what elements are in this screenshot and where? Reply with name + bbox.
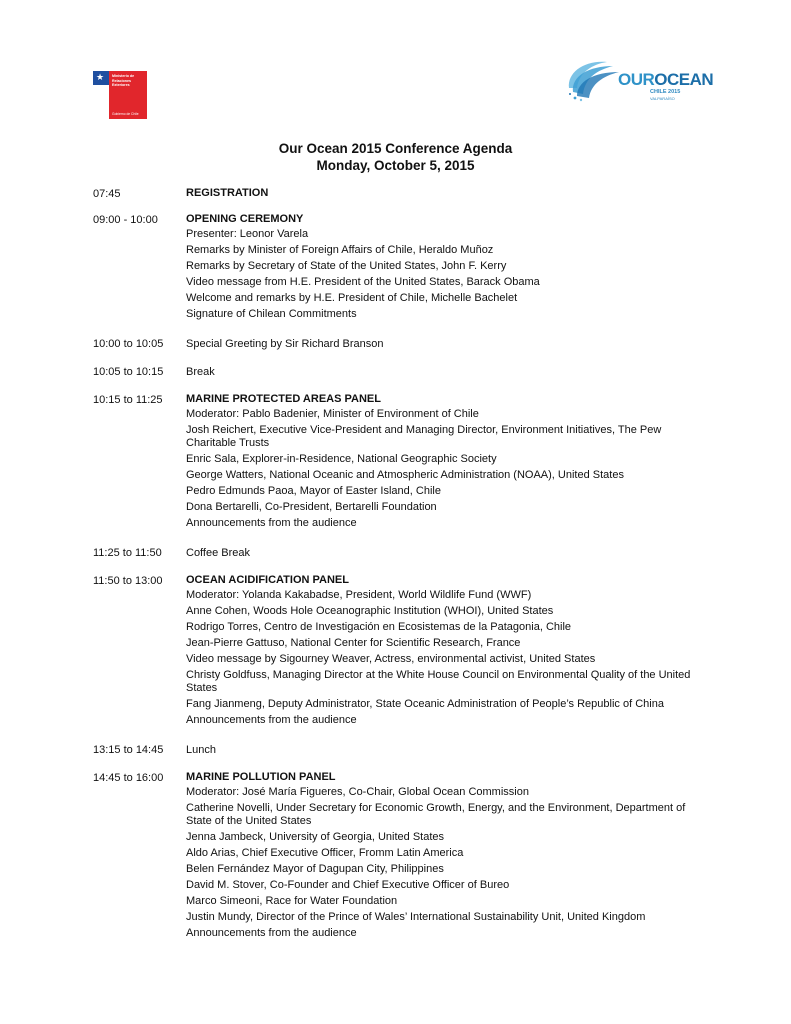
session-item: Lunch bbox=[186, 744, 216, 756]
our-ocean-wordmark: OUROCEAN bbox=[618, 70, 714, 89]
session-item: Catherine Novelli, Under Secretary for Economic Growth, Energy, and the Environment, Department of State of the United States bbox=[186, 802, 686, 827]
session-item: Announcements from the audience bbox=[186, 517, 357, 529]
session-item: Rodrigo Torres, Centro de Investigación en Ecosistemas de la Patagonia, Chile bbox=[186, 621, 572, 633]
session-heading: MARINE POLLUTION PANEL bbox=[186, 771, 336, 783]
our-ocean-logo bbox=[563, 58, 714, 104]
session-item: David M. Stover, Co-Founder and Chief Executive Officer of Bureo bbox=[186, 879, 510, 891]
agenda-session bbox=[93, 212, 713, 322]
session-item: Video message from H.E. President of the United States, Barack Obama bbox=[186, 276, 540, 288]
our-ocean-subtitle: CHILE 2015 bbox=[650, 89, 681, 95]
session-time: 10:15 to 11:25 bbox=[93, 394, 163, 406]
session-time: 13:15 to 14:45 bbox=[93, 744, 164, 756]
document-title: Our Ocean 2015 Conference Agenda bbox=[278, 141, 513, 156]
session-item: Welcome and remarks by H.E. President of Chile, Michelle Bachelet bbox=[186, 292, 518, 304]
session-item: Video message by Sigourney Weaver, Actress, environmental activist, United States bbox=[186, 653, 596, 665]
session-item: Belen Fernández Mayor of Dagupan City, Philippines bbox=[186, 863, 444, 875]
session-item: Moderator: José María Figueres, Co-Chair, Global Ocean Commission bbox=[186, 786, 529, 798]
session-item: Aldo Arias, Chief Executive Officer, Fromm Latin America bbox=[186, 847, 464, 859]
session-item: Remarks by Secretary of State of the United States, John F. Kerry bbox=[186, 260, 507, 272]
ministry-logo-text: Ministerio de Relaciones Exteriores bbox=[112, 74, 135, 88]
ministry-logo-footer: Gobierno de Chile bbox=[112, 112, 139, 116]
session-item: Announcements from the audience bbox=[186, 714, 357, 726]
agenda-session bbox=[93, 573, 713, 728]
session-time: 07:45 bbox=[93, 188, 121, 200]
session-item: Dona Bertarelli, Co-President, Bertarelli Foundation bbox=[186, 501, 437, 513]
session-item: Coffee Break bbox=[186, 547, 251, 559]
session-heading: OCEAN ACIDIFICATION PANEL bbox=[186, 574, 349, 586]
agenda-list bbox=[93, 186, 713, 953]
session-item: Justin Mundy, Director of the Prince of Wales’ International Sustainability Unit, United Kingdom bbox=[186, 911, 646, 923]
agenda-session bbox=[93, 392, 713, 531]
session-item: Presenter: Leonor Varela bbox=[186, 228, 309, 240]
session-item: Jenna Jambeck, University of Georgia, United States bbox=[186, 831, 445, 843]
session-item: Fang Jianmeng, Deputy Administrator, State Oceanic Administration of People’s Republic of China bbox=[186, 698, 664, 710]
star-icon: ★ bbox=[96, 72, 105, 82]
session-time: 14:45 to 16:00 bbox=[93, 772, 164, 784]
our-ocean-location: VALPARAÍSO bbox=[650, 96, 675, 101]
session-heading: REGISTRATION bbox=[186, 187, 269, 199]
session-time: 11:25 to 11:50 bbox=[93, 547, 162, 559]
session-item: George Watters, National Oceanic and Atmospheric Administration (NOAA), United States bbox=[186, 469, 624, 481]
agenda-session bbox=[93, 545, 713, 561]
session-time: 10:05 to 10:15 bbox=[93, 366, 164, 378]
session-time: 09:00 - 10:00 bbox=[93, 214, 158, 226]
agenda-session bbox=[93, 742, 713, 758]
session-item: Anne Cohen, Woods Hole Oceanographic Institution (WHOI), United States bbox=[186, 605, 554, 617]
document-date: Monday, October 5, 2015 bbox=[316, 158, 475, 173]
session-heading: MARINE PROTECTED AREAS PANEL bbox=[186, 393, 381, 405]
session-item: Marco Simeoni, Race for Water Foundation bbox=[186, 895, 398, 907]
agenda-session bbox=[93, 186, 713, 200]
agenda-session bbox=[93, 770, 713, 941]
session-item: Moderator: Yolanda Kakabadse, President, World Wildlife Fund (WWF) bbox=[186, 589, 532, 601]
session-heading: OPENING CEREMONY bbox=[186, 213, 304, 225]
agenda-session bbox=[93, 336, 713, 352]
ministry-logo bbox=[93, 71, 147, 119]
session-item: Pedro Edmunds Paoa, Mayor of Easter Island, Chile bbox=[186, 485, 441, 497]
session-time: 11:50 to 13:00 bbox=[93, 575, 163, 587]
session-item: Announcements from the audience bbox=[186, 927, 357, 939]
chile-flag-panel bbox=[93, 71, 109, 119]
session-item: Josh Reichert, Executive Vice-President and Managing Director, Environment Initiatives, The Pew Charitable Trusts bbox=[186, 424, 662, 449]
agenda-session bbox=[93, 364, 713, 380]
session-item: Enric Sala, Explorer-in-Residence, National Geographic Society bbox=[186, 453, 497, 465]
session-time: 10:00 to 10:05 bbox=[93, 338, 164, 350]
session-item: Moderator: Pablo Badenier, Minister of Environment of Chile bbox=[186, 408, 479, 420]
session-item: Special Greeting by Sir Richard Branson bbox=[186, 338, 384, 350]
session-item: Signature of Chilean Commitments bbox=[186, 308, 357, 320]
session-item: Jean-Pierre Gattuso, National Center for Scientific Research, France bbox=[186, 637, 521, 649]
session-item: Remarks by Minister of Foreign Affairs of Chile, Heraldo Muñoz bbox=[186, 244, 494, 256]
session-item: Break bbox=[186, 366, 215, 378]
session-item: Christy Goldfuss, Managing Director at the White House Council on Environmental Quality of the United States bbox=[186, 669, 691, 694]
